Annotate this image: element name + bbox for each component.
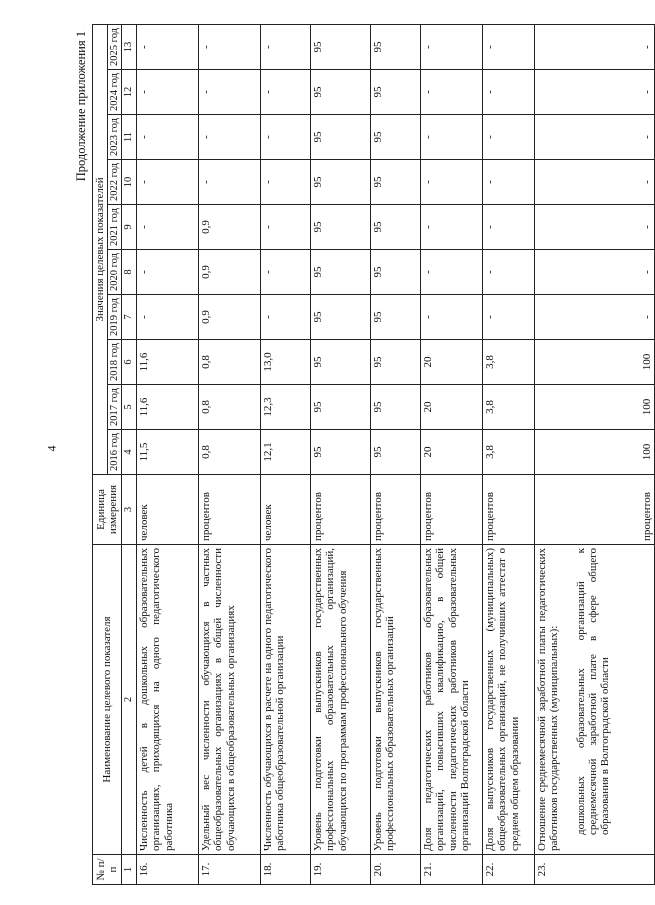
unit-cell: процентов — [199, 475, 261, 545]
header-year: 2019 год — [108, 295, 122, 340]
header-year: 2017 год — [108, 385, 122, 430]
value-cell: 95 — [371, 115, 421, 160]
table-row — [261, 24, 311, 884]
row-number: 16. — [137, 855, 199, 885]
value-cell: - — [421, 24, 483, 69]
value-cell: 95 — [311, 430, 371, 475]
unit-cell: процентов — [311, 475, 371, 545]
value-cell: 95 — [371, 340, 421, 385]
value-cell: - — [535, 70, 655, 115]
value-cell: 100 — [535, 385, 655, 430]
value-cell: 0,8 — [199, 385, 261, 430]
value-cell: - — [535, 24, 655, 69]
column-index: 11 — [122, 115, 137, 160]
row-number: 22. — [483, 855, 535, 885]
value-cell: 0,9 — [199, 250, 261, 295]
indicator-name-cell — [421, 545, 483, 855]
value-cell: - — [137, 24, 199, 69]
value-cell: 95 — [311, 295, 371, 340]
header-targets: Значения целевых показателей — [93, 24, 108, 474]
value-cell: - — [483, 250, 535, 295]
value-cell: - — [483, 295, 535, 340]
value-cell: 95 — [311, 205, 371, 250]
value-cell: - — [535, 295, 655, 340]
indicator-name-cell — [261, 545, 311, 855]
value-cell: - — [137, 295, 199, 340]
indicator-name-cell — [535, 545, 655, 855]
indicator-name: Доля педагогических работников образовательных организаций, повысивших квалификацию, в общей численности педагогических работников образовательных организаций Волгоградской области — [422, 548, 472, 851]
indicators-body — [137, 24, 655, 884]
value-cell: 100 — [535, 430, 655, 475]
column-index: 12 — [122, 70, 137, 115]
value-cell: - — [421, 70, 483, 115]
value-cell: 11,5 — [137, 430, 199, 475]
value-cell: 20 — [421, 385, 483, 430]
unit-cell: процентов — [421, 475, 483, 545]
value-cell: - — [199, 24, 261, 69]
value-cell: 95 — [371, 24, 421, 69]
value-cell: 12,3 — [261, 385, 311, 430]
value-cell: 95 — [311, 250, 371, 295]
column-index: 3 — [122, 475, 137, 545]
value-cell: - — [421, 160, 483, 205]
indicator-name: Численность обучающихся в расчете на одного педагогического работника общеобразовательной организации — [262, 548, 287, 851]
value-cell: - — [421, 115, 483, 160]
indicator-name: Уровень подготовки выпускников государственных профессиональных образовательных организаций — [372, 548, 397, 851]
column-index: 6 — [122, 340, 137, 385]
indicator-name-cell — [311, 545, 371, 855]
value-cell: 3,8 — [483, 340, 535, 385]
value-cell: 20 — [421, 340, 483, 385]
column-index: 5 — [122, 385, 137, 430]
row-number: 17. — [199, 855, 261, 885]
value-cell: 11,6 — [137, 385, 199, 430]
value-cell: 95 — [371, 205, 421, 250]
table-row — [483, 24, 535, 884]
indicator-subname: дошкольных образовательных организаций к среднемесячной заработной плате в сфере общего образования в Волгоградской области — [574, 548, 612, 835]
column-index: 1 — [122, 855, 137, 885]
value-cell: 0,8 — [199, 430, 261, 475]
row-number: 23. — [535, 855, 655, 885]
column-index: 13 — [122, 24, 137, 69]
value-cell: - — [261, 250, 311, 295]
header-year: 2022 год — [108, 160, 122, 205]
value-cell: - — [137, 160, 199, 205]
value-cell: - — [261, 115, 311, 160]
unit-cell: процентов — [483, 475, 535, 545]
value-cell: - — [137, 250, 199, 295]
indicator-name: Доля выпускников государственных (муниципальных) общеобразовательных организаций, не получивших аттестат о среднем общем образовании — [484, 548, 521, 851]
unit-cell: процентов — [371, 475, 421, 545]
value-cell: 95 — [371, 160, 421, 205]
value-cell: 95 — [311, 115, 371, 160]
value-cell: - — [421, 205, 483, 250]
header-year: 2023 год — [108, 115, 122, 160]
unit-cell: человек — [261, 475, 311, 545]
value-cell: 95 — [371, 250, 421, 295]
table-row — [535, 24, 655, 884]
value-cell: - — [483, 205, 535, 250]
rotated-page — [70, 25, 653, 885]
indicator-name-cell — [199, 545, 261, 855]
indicators-table — [92, 24, 655, 885]
unit-cell: человек — [137, 475, 199, 545]
value-cell: - — [261, 24, 311, 69]
value-cell: - — [137, 70, 199, 115]
value-cell: - — [483, 160, 535, 205]
header-year: 2020 год — [108, 250, 122, 295]
row-number: 18. — [261, 855, 311, 885]
value-cell: 0,9 — [199, 205, 261, 250]
value-cell: - — [421, 295, 483, 340]
value-cell: 100 — [535, 340, 655, 385]
column-index: 7 — [122, 295, 137, 340]
value-cell: 95 — [311, 385, 371, 430]
table-row — [311, 24, 371, 884]
table-row — [199, 24, 261, 884]
table-row — [421, 24, 483, 884]
column-index: 4 — [122, 430, 137, 475]
indicator-name: Численность детей в дошкольных образовательных организациях, приходящихся на одного педагогического работника — [138, 548, 175, 851]
column-index: 8 — [122, 250, 137, 295]
value-cell: 95 — [311, 340, 371, 385]
header-year: 2025 год — [108, 24, 122, 69]
row-number: 19. — [311, 855, 371, 885]
value-cell: - — [199, 115, 261, 160]
value-cell: - — [199, 70, 261, 115]
value-cell: - — [535, 250, 655, 295]
value-cell: - — [261, 70, 311, 115]
value-cell: - — [261, 295, 311, 340]
value-cell: - — [261, 160, 311, 205]
value-cell: - — [483, 70, 535, 115]
value-cell: - — [535, 160, 655, 205]
column-index: 10 — [122, 160, 137, 205]
value-cell: 95 — [371, 70, 421, 115]
value-cell: 3,8 — [483, 385, 535, 430]
value-cell: 13,0 — [261, 340, 311, 385]
page-number: 4 — [44, 445, 59, 452]
value-cell: 0,9 — [199, 295, 261, 340]
value-cell: - — [483, 24, 535, 69]
value-cell: 95 — [371, 430, 421, 475]
continuation-caption: Продолжение приложения 1 — [74, 31, 88, 182]
table-row — [137, 24, 199, 884]
value-cell: 11,6 — [137, 340, 199, 385]
value-cell: - — [199, 160, 261, 205]
value-cell: - — [137, 115, 199, 160]
value-cell: 95 — [311, 160, 371, 205]
header-name: Наименование целевого показателя — [93, 545, 122, 855]
value-cell: 95 — [371, 385, 421, 430]
header-year: 2024 год — [108, 70, 122, 115]
value-cell: 0,8 — [199, 340, 261, 385]
row-number: 20. — [371, 855, 421, 885]
value-cell: - — [421, 250, 483, 295]
value-cell: 20 — [421, 430, 483, 475]
header-year: 2016 год — [108, 430, 122, 475]
indicator-name-cell — [371, 545, 421, 855]
indicator-name: Отношение среднемесячной заработной платы педагогических работников государственных (муниципальных): — [536, 548, 561, 851]
value-cell: 12,1 — [261, 430, 311, 475]
indicator-name: Уровень подготовки выпускников государственных профессиональных образовательных организаций, обучающихся по программам профессионального обучения — [312, 548, 349, 851]
value-cell: 95 — [311, 70, 371, 115]
header-year: 2018 год — [108, 340, 122, 385]
unit-cell: процентов — [535, 475, 655, 545]
column-index: 9 — [122, 205, 137, 250]
value-cell: 95 — [371, 295, 421, 340]
value-cell: - — [137, 205, 199, 250]
value-cell: 95 — [311, 24, 371, 69]
indicator-name-cell — [137, 545, 199, 855]
value-cell: - — [535, 115, 655, 160]
table-row — [371, 24, 421, 884]
value-cell: - — [483, 115, 535, 160]
header-unit: Единица измерения — [93, 475, 122, 545]
value-cell: - — [261, 205, 311, 250]
indicator-name: Удельный вес численности обучающихся в частных общеобразовательных организациях в общей численности обучающихся в общеобразовательных организациях — [200, 548, 237, 851]
indicator-name-cell — [483, 545, 535, 855]
column-index: 2 — [122, 545, 137, 855]
row-number: 21. — [421, 855, 483, 885]
value-cell: 3,8 — [483, 430, 535, 475]
header-num: № п/п — [93, 855, 122, 885]
value-cell: - — [535, 205, 655, 250]
header-year: 2021 год — [108, 205, 122, 250]
